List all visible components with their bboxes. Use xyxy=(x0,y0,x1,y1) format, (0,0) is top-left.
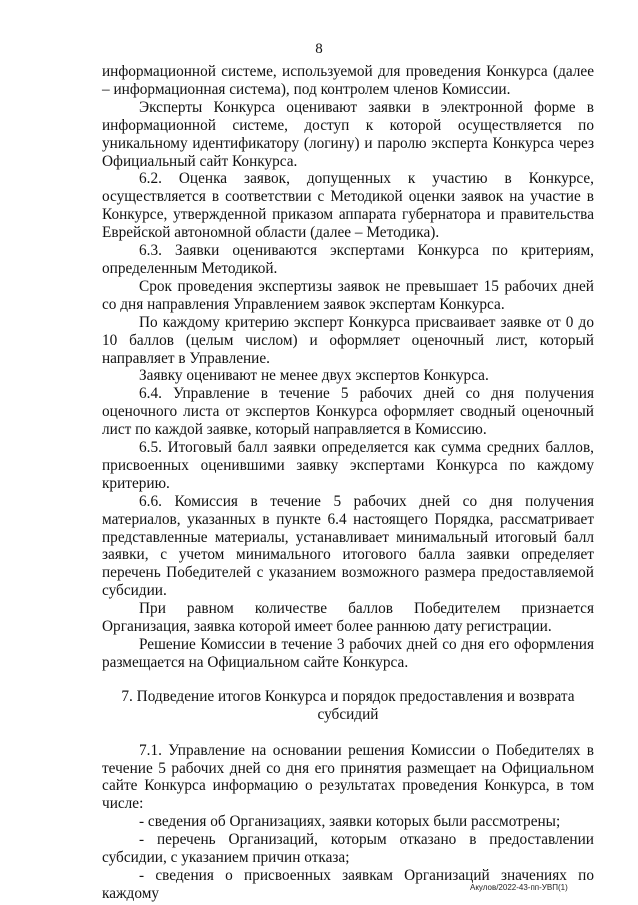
paragraph: 7.1. Управление на основании решения Комиссии о Победителях в течение 5 рабочих дней со дня его принятия размещает на Официальном сайте Конкурса информацию о результатах проведения Конкурса, в том числе: xyxy=(102,741,594,813)
paragraph: Эксперты Конкурса оценивают заявки в электронной форме в информационной системе, доступ к которой осуществляется по уникальному идентификатору (логину) и паролю эксперта Конкурса через Официальный сайт Конкурса. xyxy=(102,98,594,170)
paragraph: 6.5. Итоговый балл заявки определяется как сумма средних баллов, присвоенных оценившими заявку экспертами Конкурса по каждому критерию. xyxy=(102,439,594,492)
paragraph: 6.4. Управление в течение 5 рабочих дней со дня получения оценочного листа от экспертов Конкурса оформляет сводный оценочный лист по каждой заявке, который направляется в Комиссию. xyxy=(102,385,594,439)
document-footer-code: Акулов/2022-43-пп-УВП(1) xyxy=(470,883,568,892)
paragraph: Срок проведения экспертизы заявок не превышает 15 рабочих дней со дня направления Управлением заявок экспертам Конкурса. xyxy=(102,277,594,313)
paragraph: - сведения об Организациях, заявки которых были рассмотрены; xyxy=(139,813,561,831)
paragraph: При равном количестве баллов Победителем признается Организация, заявка которой имеет более раннюю дату регистрации. xyxy=(102,600,594,636)
section-heading-line-2: субсидий xyxy=(317,705,379,723)
paragraph: Решение Комиссии в течение 3 рабочих дней со дня его оформления размещается на Официальном сайте Конкурса. xyxy=(102,636,594,671)
paragraph: Заявку оценивают не менее двух экспертов Конкурса. xyxy=(139,367,489,385)
paragraphs-before-heading xyxy=(102,63,594,672)
document-body xyxy=(102,63,594,903)
section-heading-line-1: 7. Подведение итогов Конкурса и порядок предоставления и возврата xyxy=(121,687,575,705)
paragraph: 6.6. Комиссия в течение 5 рабочих дней со дня получения материалов, указанных в пункте 6.4 настоящего Порядка, рассматривает представленные материалы, устанавливает минимальный итоговый балл заявки, с учетом минимального итогового балла заявки определяет перечень Победителей с указанием возможного размера предоставляемой субсидии. xyxy=(102,492,594,600)
paragraph: По каждому критерию эксперт Конкурса присваивает заявке от 0 до 10 баллов (целым числом) и оформляет оценочный лист, который направляет в Управление. xyxy=(102,313,594,367)
paragraph: 6.3. Заявки оцениваются экспертами Конкурса по критериям, определенным Методикой. xyxy=(102,242,594,277)
section-heading xyxy=(102,688,594,724)
paragraph: информационной системе, используемой для проведения Конкурса (далее – информационная система), под контролем членов Комиссии. xyxy=(102,63,594,98)
page-number: 8 xyxy=(315,41,323,57)
paragraph: 6.2. Оценка заявок, допущенных к участию в Конкурсе, осуществляется в соответствии с Методикой оценки заявок на участие в Конкурсе, утвержденной приказом аппарата губернатора и правительства Еврейской автономной области (далее – Методика). xyxy=(102,170,594,242)
paragraphs-after-heading xyxy=(102,742,594,903)
paragraph: - перечень Организаций, которым отказано в предоставлении субсидии, с указанием причин отказа; xyxy=(102,831,594,867)
paragraph: - сведения о присвоенных заявкам Организаций значениях по каждому xyxy=(102,866,594,902)
